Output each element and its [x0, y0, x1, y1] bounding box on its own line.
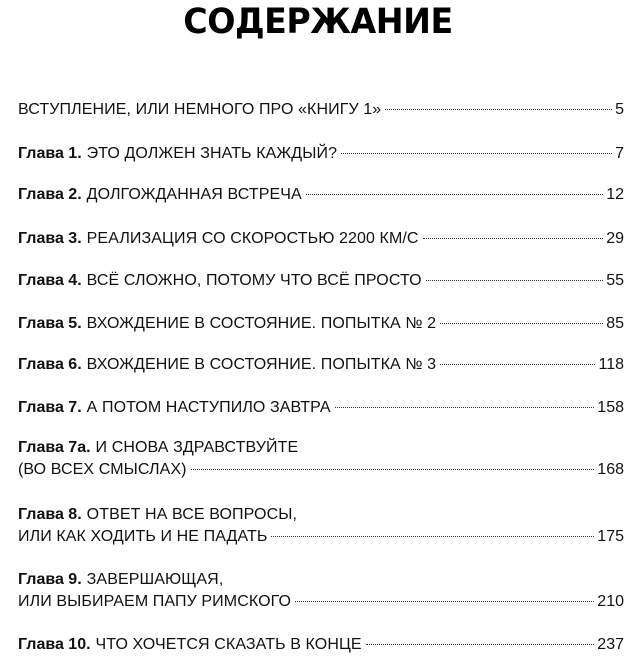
toc-entry-title: ДОЛГОЖДАННАЯ ВСТРЕЧА [86, 186, 302, 203]
dot-leader [385, 109, 612, 110]
chapter-label: Глава 8. [18, 506, 82, 523]
toc-entry-page: 29 [606, 230, 624, 247]
toc-entry[interactable] [18, 397, 624, 419]
toc-entry-page: 168 [597, 461, 624, 478]
dot-leader [306, 194, 603, 195]
toc-entry-title: ОТВЕТ НА ВСЕ ВОПРОСЫ, [86, 506, 298, 523]
dot-leader [341, 153, 612, 154]
chapter-label: Глава 4. [18, 272, 82, 289]
toc-entry[interactable] [18, 270, 624, 292]
dot-leader [191, 469, 595, 470]
chapter-label: Глава 5. [18, 315, 82, 332]
toc-entry-page: 55 [606, 272, 624, 289]
toc-entry-title: ЧТО ХОЧЕТСЯ СКАЗАТЬ В КОНЦЕ [95, 636, 362, 653]
toc-entry-title: ВХОЖДЕНИЕ В СОСТОЯНИЕ. ПОПЫТКА № 2 [86, 315, 437, 332]
toc-entry-title: ЗАВЕРШАЮЩАЯ, [86, 571, 224, 588]
toc-entry-title: ВХОЖДЕНИЕ В СОСТОЯНИЕ. ПОПЫТКА № 3 [86, 356, 437, 373]
toc-entry-page: 118 [598, 356, 624, 373]
toc-entry[interactable] [18, 228, 624, 250]
toc-entry-title: ВСЁ СЛОЖНО, ПОТОМУ ЧТО ВСЁ ПРОСТО [86, 272, 422, 289]
toc-entry-page: 12 [606, 186, 624, 203]
toc-entry-title: ВСТУПЛЕНИЕ, ИЛИ НЕМНОГО ПРО «КНИГУ 1» [18, 101, 382, 118]
toc-entry-title: А ПОТОМ НАСТУПИЛО ЗАВТРА [86, 399, 331, 416]
page-title: СОДЕРЖАНИЕ [183, 2, 453, 42]
toc-entry-page: 210 [597, 593, 624, 610]
toc-entry-title-cont: (ВО ВСЕХ СМЫСЛАХ) [18, 461, 187, 478]
toc-entry[interactable] [18, 569, 624, 613]
toc-entry-title-cont: ИЛИ КАК ХОДИТЬ И НЕ ПАДАТЬ [18, 528, 268, 545]
toc-entry-title: РЕАЛИЗАЦИЯ СО СКОРОСТЬЮ 2200 КМ/С [86, 230, 419, 247]
dot-leader [366, 644, 595, 645]
dot-leader [440, 364, 595, 365]
toc-entry[interactable] [18, 313, 624, 335]
toc-entry[interactable] [18, 354, 624, 376]
chapter-label: Глава 1. [18, 145, 82, 162]
toc-entry[interactable] [18, 504, 624, 548]
toc-entry-page: 85 [606, 315, 624, 332]
dot-leader [335, 407, 595, 408]
toc-entry[interactable] [18, 634, 624, 656]
toc-entry-page: 237 [597, 636, 624, 653]
dot-leader [271, 536, 594, 537]
chapter-label: Глава 6. [18, 356, 82, 373]
dot-leader [426, 280, 604, 281]
chapter-label: Глава 9. [18, 571, 82, 588]
dot-leader [440, 323, 603, 324]
toc-entry-page: 5 [615, 101, 624, 118]
toc-entry[interactable] [18, 184, 624, 206]
chapter-label: Глава 7. [18, 399, 82, 416]
chapter-label: Глава 3. [18, 230, 82, 247]
toc-entry[interactable] [18, 143, 624, 165]
toc-entry-title-cont: ИЛИ ВЫБИРАЕМ ПАПУ РИМСКОГО [18, 593, 292, 610]
chapter-label: Глава 7а. [18, 439, 91, 456]
toc-entry-title: ЭТО ДОЛЖЕН ЗНАТЬ КАЖДЫЙ? [86, 145, 338, 162]
dot-leader [423, 238, 604, 239]
dot-leader [295, 601, 594, 602]
toc-entry-page: 175 [597, 528, 624, 545]
toc-entry-page: 158 [597, 399, 624, 416]
chapter-label: Глава 2. [18, 186, 82, 203]
toc-entry[interactable] [18, 99, 624, 121]
toc-entry-page: 7 [615, 145, 624, 162]
toc-entry[interactable] [18, 437, 624, 481]
chapter-label: Глава 10. [18, 636, 91, 653]
toc-entry-title: И СНОВА ЗДРАВСТВУЙТЕ [95, 439, 299, 456]
